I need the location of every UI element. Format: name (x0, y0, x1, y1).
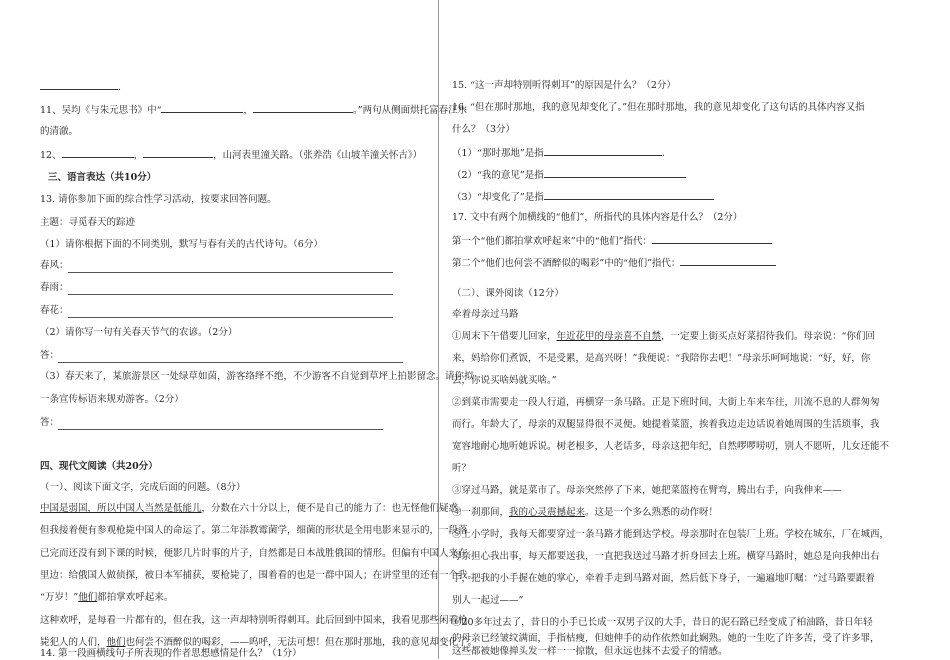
question-16-b: （2）“我的意见”是指 (452, 168, 686, 182)
answer-line (58, 428, 383, 430)
story-line-13: 别人一起过——” (452, 595, 524, 606)
story-line-8: ③穿过马路，就是菜市了。母亲突然停了下来，她把菜篮挎在臂弯，腾出右手，向我伸来—— (452, 485, 842, 496)
story-line-16: 这些都被她像掸头发一样一一掠散，但永远也抹不去爱子的情感。 (452, 646, 728, 657)
question-13: 13. 请你参加下面的综合性学习活动，按要求回答问题。 (40, 194, 277, 205)
story-title: 牵着母亲过马路 (452, 309, 519, 320)
column-divider (438, 0, 439, 659)
question-17-a: 第一个“他们都拍掌欢呼起来”中的“他们”指代： (452, 234, 772, 248)
question-16-c: （3）“却变化了”是指 (452, 190, 714, 204)
section-3-title: 三、语言表达（共10分） (48, 172, 157, 183)
passage-line-4: 里边：给俄国人做侦探，被日本军捕获，要枪毙了，围着看的也是一群中国人；在讲堂里的还有一个我。 (40, 570, 478, 581)
spring-wind-label: 春风： (40, 260, 69, 271)
part-2-title: （二）、课外阅读（12分） (452, 288, 564, 299)
spring-rain-label: 春雨： (40, 282, 69, 293)
answer-blank (40, 80, 118, 90)
question-16: 16. “但在那时那地，我的意见却变化了。”但在那时那地，我的意见却变化了这句话的具体内容又指 (452, 102, 865, 113)
question-16-a: （1）“那时那地”是指 . (452, 148, 665, 159)
story-line-14: ⑥20多年过去了，昔日的小手已长成一双男子汉的大手，昔日的泥石路已经变成了柏油路，昔日年轻 (452, 617, 873, 628)
story-line-15: 的母亲已经皱纹满面，手指枯瘦，但她伸手的动作依然如此娴熟。她的一生吃了许多苦，受了许多罪， (452, 633, 880, 644)
answer-label: 答： (40, 350, 60, 361)
answer-line (68, 316, 393, 318)
question-13-3-line2: 一条宣传标语来规劝游客。（2分） (40, 394, 184, 405)
passage-line-5: “万岁！”他们都拍掌欢呼起来。 (40, 592, 174, 603)
question-14: 14. 第一段画横线句子所表现的作者思想感情是什么？（1分） (40, 648, 302, 659)
passage-line-6: 这种欢呼，是每看一片都有的，但在我，这一声却特别听得刺耳。此后回到中国来，我看见那些闲看枪 (40, 615, 468, 626)
underlined-mother-sentence: 年近花甲的母亲喜不自禁 (556, 331, 662, 342)
answer-line (68, 293, 393, 295)
story-line-10: ⑤上小学时，我每天都要穿过一条马路才能到达学校。母亲那时在包装厂上班。学校在城东，厂在城西， (452, 529, 890, 540)
theme-line: 主题：寻觅春天的踪迹 (40, 217, 136, 228)
answer-blank (161, 103, 243, 113)
answer-blank (544, 190, 714, 200)
question-13-1: （1）请你根据下面的不同类别，默写与春有关的古代诗句。（6分） (40, 239, 323, 250)
underlined-heart-sentence: 我的心灵震撼起来 (509, 507, 586, 518)
answer-blank (544, 146, 662, 156)
section-4-title: 四、现代文阅读（共20分） (40, 461, 158, 472)
answer-blank (253, 103, 353, 113)
story-line-2: 来，妈给你们煮饭，不是受累，是高兴呀！”我便说：“我陪你去吧！”母亲乐呵呵地说：“好，好，你 (452, 353, 871, 364)
part-1-title: （一）、阅读下面文字，完成后面的问题。（8分） (40, 482, 246, 493)
underlined-sentence: 中国是弱国，所以中国人当然是低能儿 (40, 503, 202, 514)
underlined-they-2: 他们 (106, 637, 126, 648)
story-line-4: ②到菜市需要走一段人行道，再横穿一条马路。正是下班时间，大街上车来车往，川流不息的人群匆匆 (452, 397, 880, 408)
story-line-1: ①周末下午借要儿回家，年近花甲的母亲喜不自禁，一定要上街买点好菜招待我们。母亲说：“你们回 (452, 331, 875, 342)
story-line-3: 去，你说买啥妈就买啥。” (452, 375, 557, 386)
story-line-12: 手，把我的小手握在她的掌心，牵着手走到马路对面，然后低下身子，一遍遍地叮嘱：“过马路要跟着 (452, 573, 875, 584)
story-line-7: 听？ (452, 463, 472, 474)
spring-flower-label: 春花： (40, 305, 69, 316)
answer-line (68, 271, 393, 273)
answer-blank (143, 148, 213, 158)
story-line-11: 母亲担心我出事，每天都要送我，一直把我送过马路才折身回去上班。横穿马路时，她总是向我伸出右 (452, 551, 880, 562)
passage-line-2: 但我接着便有参观枪毙中国人的命运了。第二年添教霉菌学，细菌的形状是全用电影来显示的，一段落 (40, 525, 468, 536)
passage-line-3: 已完而还没有到下课的时候，便影几片时事的片子，自然都是日本战胜俄国的情形。但偏有中国人夹在 (40, 548, 468, 559)
question-17: 17. 文中有两个加横线的“他们”，所指代的具体内容是什么？（2分） (452, 212, 743, 223)
answer-blank (62, 148, 134, 158)
answer-blank (544, 168, 686, 178)
answer-label: 答： (40, 417, 60, 428)
question-11: 11、吴均《与朱元思书》中“ ， 。”两句从侧面烘托富春江水 (40, 105, 468, 116)
question-15: 15. “这一声却特别听得刺耳”的原因是什么？（2分） (452, 80, 676, 91)
underlined-they-1: 他们 (78, 592, 98, 603)
answer-blank (652, 234, 772, 244)
story-line-9: ④一刹那间，我的心灵震撼起来。这是一个多么熟悉的动作呀！ (452, 507, 719, 518)
question-11-line2: 的清澈。 (40, 126, 79, 137)
question-13-2: （2）请你写一句有关春天节气的农谚。（2分） (40, 327, 238, 338)
story-line-5: 而行。年龄大了，母亲的双腿显得很不灵便。她提着菜篮，挨着我边走边话说着她周围的生活琐事，我 (452, 419, 880, 430)
answer-blank (680, 256, 776, 266)
answer-line (58, 361, 403, 363)
q10-tail: . (40, 80, 121, 94)
question-16-line2: 什么？（3分） (452, 124, 516, 135)
passage-line-1: 中国是弱国，所以中国人当然是低能儿，分数在六十分以上，便不是自己的能力了：也无怪他们疑惑。 (40, 503, 468, 514)
question-13-3: （3）春天来了，某旅游景区一处绿草如茵，游客络绎不绝，不少游客不自觉到草坪上拍影留念。请你拟 (40, 371, 474, 382)
passage-line-7: 毙犯人的人们，他们也何尝不酒醉似的喝彩，——呜呼，无法可想！但在那时那地，我的意见却变化了。 (40, 637, 478, 648)
story-line-6: 宽容地耐心地听她诉说。树老根多，人老话多，母亲这把年纪，自然啰啰唠叨，别人不愿听，儿女还能不 (452, 441, 890, 452)
question-17-b: 第二个“他们也何尝不酒醉似的喝彩”中的“他们”指代： (452, 256, 776, 270)
question-12: 12、 ， ，山河表里潼关路。（张养浩《山坡羊潼关怀古》） (40, 150, 423, 161)
